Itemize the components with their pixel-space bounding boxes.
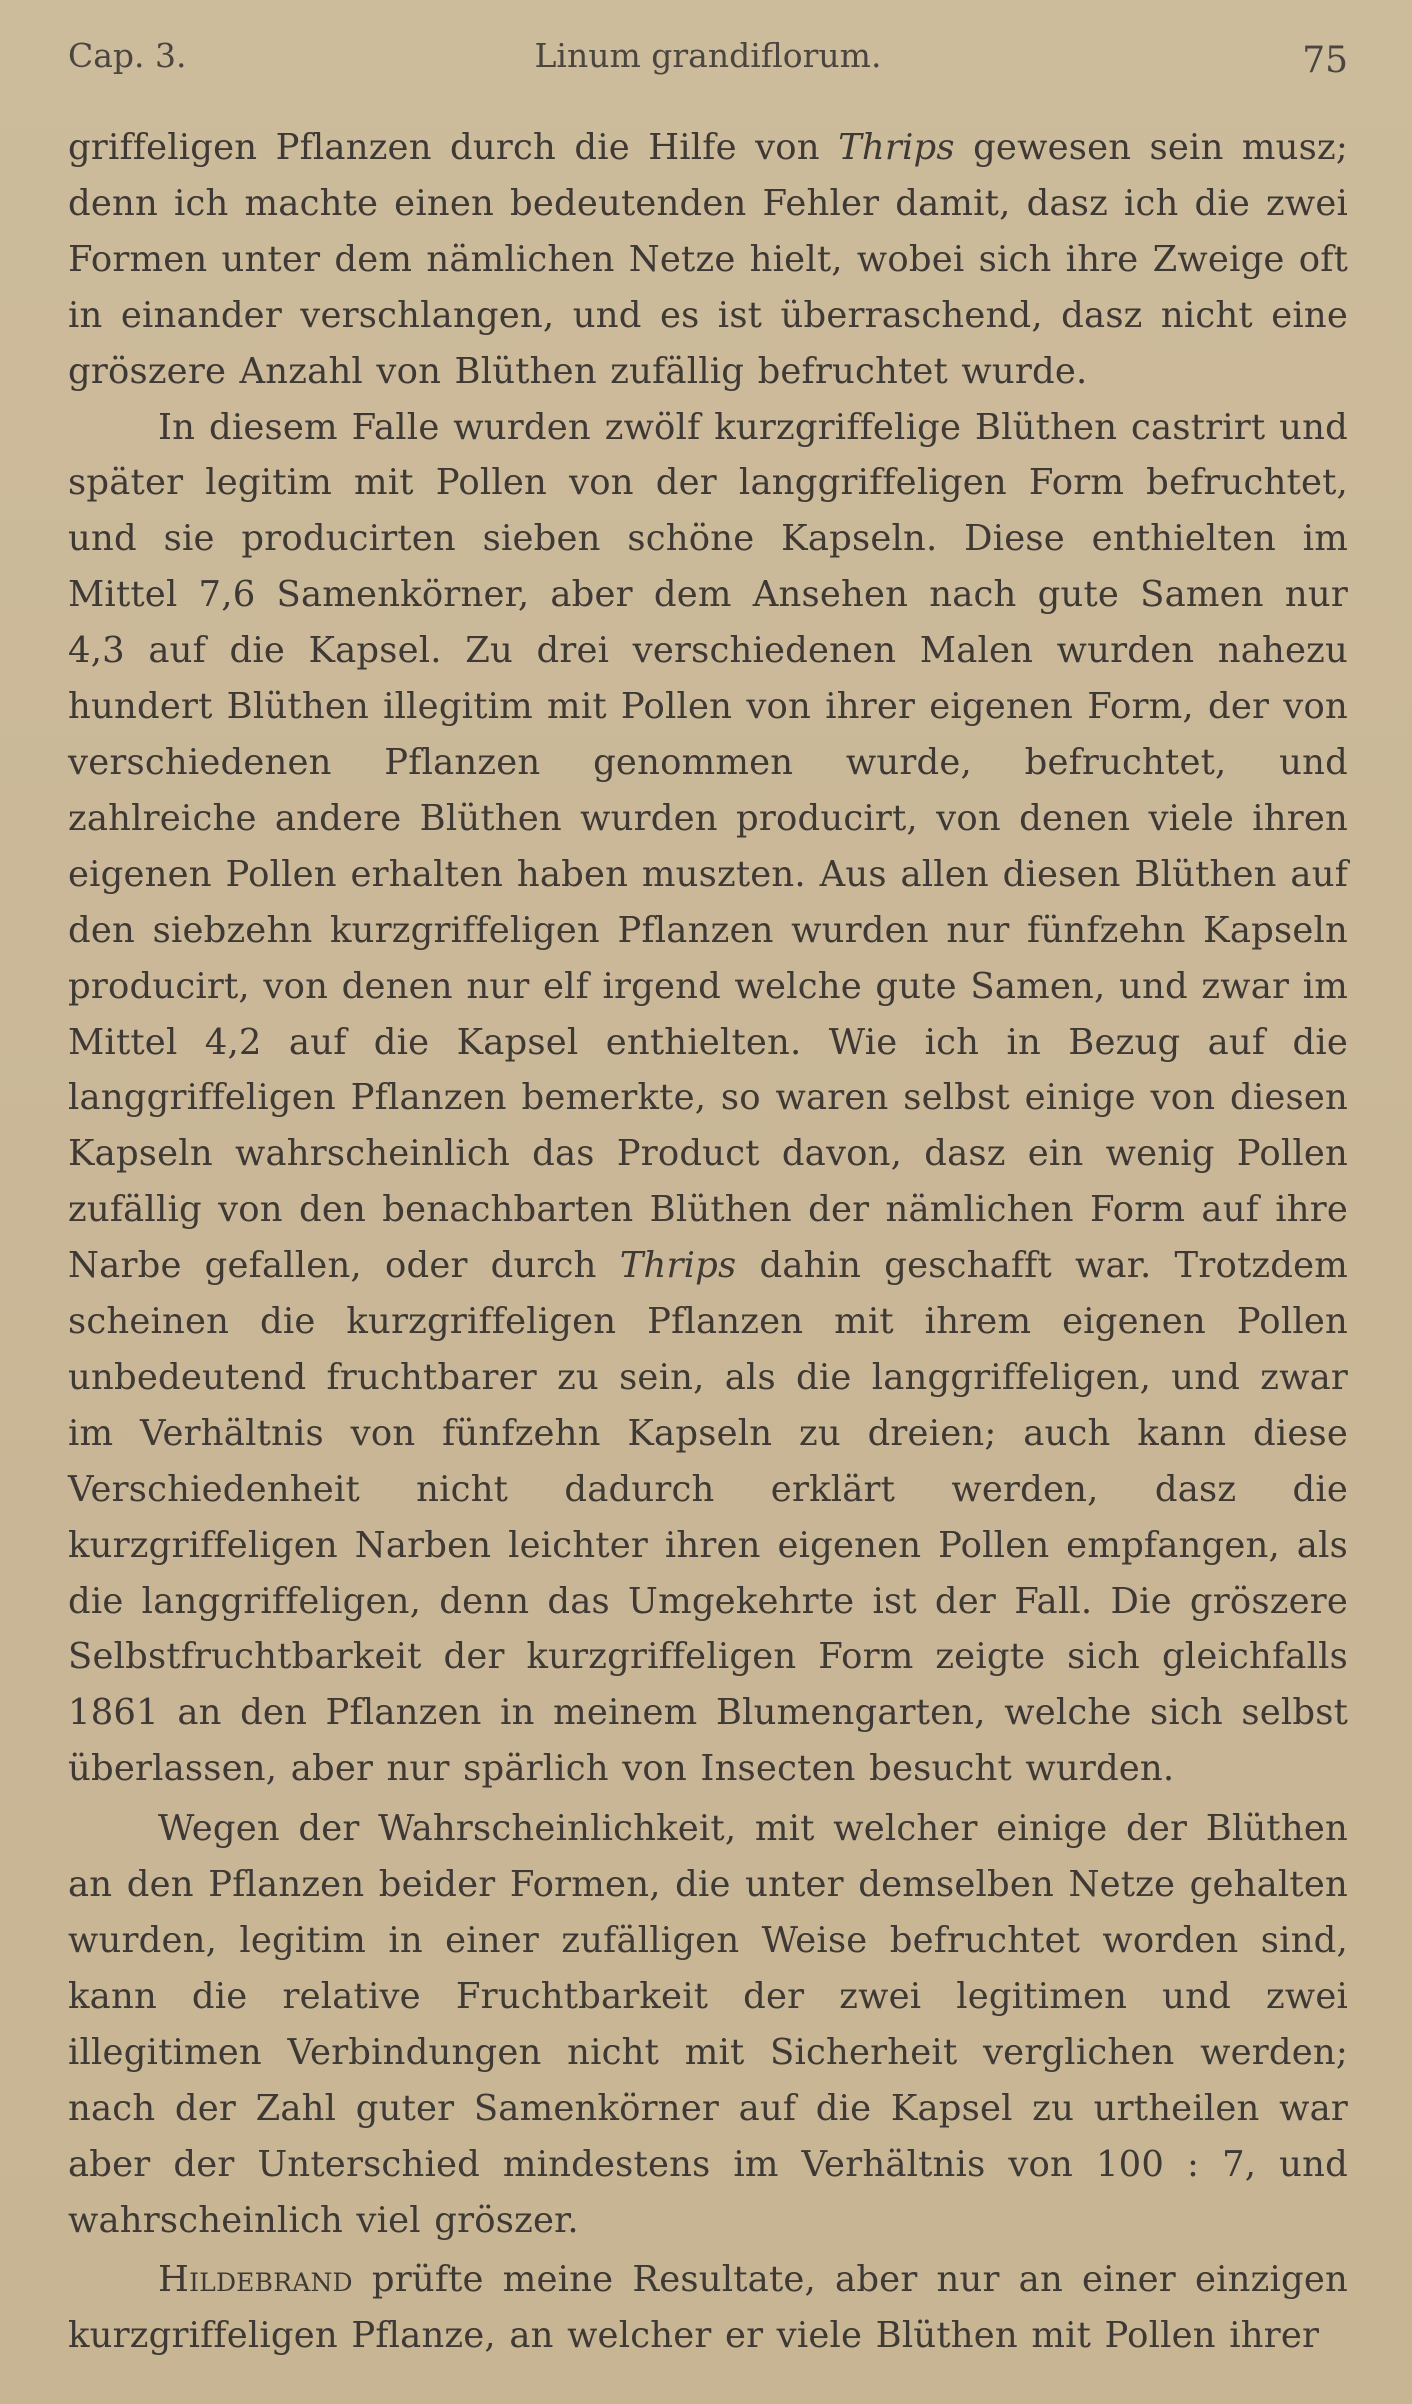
paragraph-2: In diesem Falle wurden zwölf kurzgriffelige Blüthen castrirt und später legitim mit Pollen von der langgriffeligen Form befruchtet, und sie producirten sieben schöne Kapseln. Diese enthielten im Mittel 7,6 Samenkörner, aber dem Ansehen nach gute Samen nur 4,3 auf die Kapsel. Zu drei verschiedenen Malen wurden nahezu hundert Blüthen illegitim mit Pollen von ihrer eigenen Form, der von verschiedenen Pflanzen genommen wurde, befruchtet, und zahlreiche andere Blüthen wurden producirt, von denen viele ihren eigenen Pollen erhalten haben muszten. Aus allen diesen Blüthen auf den siebzehn kurzgriffeligen Pflanzen wurden nur fünfzehn Kapseln producirt, von denen nur elf irgend welche gute Samen, und zwar im Mittel 4,2 auf die Kapsel enthielten. Wie ich in Bezug auf die langgriffeligen Pflanzen bemerkte, so waren selbst einige von diesen Kapseln wahrscheinlich das Product davon, dasz ein wenig Pollen zufällig von den benachbarten Blüthen der nämlichen Form auf ihre Narbe gefallen, oder durch Thrips dahin geschafft war. Trotzdem scheinen die kurzgriffeligen Pflanzen mit ihrem eigenen Pollen unbedeutend fruchtbarer zu sein, als die langgriffeligen, und zwar im Verhältnis von fünfzehn Kapseln zu dreien; auch kann diese Verschiedenheit nicht dadurch erklärt werden, dasz die kurzgriffeligen Narben leichter ihren eigenen Pollen empfangen, als die langgriffeligen, denn das Umgekehrte ist der Fall. Die gröszere Selbstfruchtbarkeit der kurzgriffeligen Form zeigte sich gleichfalls 1861 an den Pflanzen in meinem Blumengarten, welche sich selbst überlassen, aber nur spärlich von Insecten besucht wurden. <box>68 406 1348 1790</box>
paragraph-4: Hildebrand prüfte meine Resultate, aber nur an einer einzigen kurzgriffeligen Pflanze, an welcher er viele Blüthen mit Pollen ihrer <box>68 2259 1348 2357</box>
running-title: Linum grandiflorum. <box>534 36 882 75</box>
paragraph-1: griffeligen Pflanzen durch die Hilfe von Thrips gewesen sein musz; denn ich machte einen bedeutenden Fehler damit, dasz ich die zwei Formen unter dem nämlichen Netze hielt, wobei sich ihre Zweige oft in einander verschlangen, und es ist überraschend, dasz nicht eine gröszere Anzahl von Blüthen zufällig befruchtet wurde. <box>68 127 1348 392</box>
paragraph-3: Wegen der Wahrscheinlichkeit, mit welcher einige der Blüthen an den Pflanzen beider Formen, die unter demselben Netze gehalten wurden, legitim in einer zufälligen Weise befruchtet worden sind, kann die relative Fruchtbarkeit der zwei legitimen und zwei illegitimen Verbindungen nicht mit Sicherheit verglichen werden; nach der Zahl guter Samenkörner auf die Kapsel zu urtheilen war aber der Unterschied mindestens im Verhältnis von 100 : 7, und wahrscheinlich viel gröszer. <box>68 1808 1348 2241</box>
page-header <box>68 36 1348 86</box>
body-text <box>68 120 1348 2364</box>
chapter-label: Cap. 3. <box>68 36 187 75</box>
author-name: Hildebrand <box>158 2259 353 2301</box>
page-number: 75 <box>1302 40 1348 81</box>
species-name: Thrips <box>838 127 955 168</box>
species-name: Thrips <box>619 1245 737 1287</box>
